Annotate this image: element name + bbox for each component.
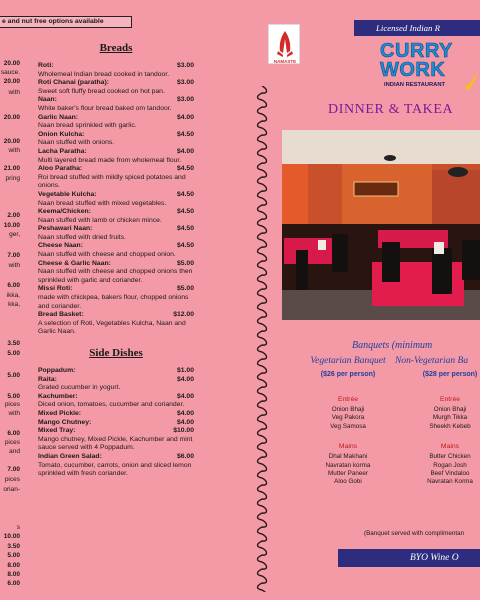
- left-strip-text: pices: [4, 439, 20, 446]
- menu-item-price: $4.00: [176, 375, 194, 383]
- menu-item: [38, 453, 194, 479]
- banquet-dish: Dhal Makhani: [328, 453, 368, 461]
- breads-list: [38, 62, 194, 337]
- menu-item-description: Sweet soft fluffy bread cooked on hot pan.: [38, 87, 165, 95]
- left-strip-text: with: [8, 410, 20, 417]
- menu-item: [38, 285, 194, 311]
- praying-hands-icon: [269, 25, 301, 65]
- menu-column: [38, 42, 194, 597]
- menu-item: [38, 165, 194, 191]
- nonveg-entree-list: [391, 406, 480, 431]
- menu-item: [38, 114, 194, 131]
- banquet-dish: Aloo Gobi: [334, 478, 362, 486]
- nonveg-banquet-column: [391, 356, 480, 487]
- left-strip-text: ger,: [9, 231, 20, 238]
- menu-item-name: Roti Chanai (paratha):: [38, 79, 109, 87]
- banquet-dish: Veg Pakora: [331, 414, 365, 422]
- menu-item-header: [38, 96, 194, 105]
- menu-item-description: White baker's flour bread baked om tandoor.: [38, 104, 172, 112]
- menu-item-description: Tomato, cucumber, carrots, onion and sliced lemon sprinkled with fresh coriander.: [38, 461, 192, 478]
- menu-item: [38, 367, 194, 376]
- vegetarian-banquet-name: Vegetarian Banquet: [310, 356, 386, 366]
- menu-item-description: Mango chutney, Mixed Pickle, Kachumber and mint sauce served with 4 Poppadum.: [38, 435, 193, 452]
- banquet-dish: Butter Chicken: [429, 453, 471, 461]
- nonveg-banquet-name: Non-Vegetarian Ba: [395, 356, 469, 366]
- logo-text: NAMASTE: [273, 59, 297, 64]
- left-strip-text: with: [8, 89, 20, 96]
- menu-item-header: [38, 260, 194, 269]
- menu-item-price: $12.00: [173, 311, 194, 319]
- menu-item: [38, 79, 194, 96]
- menu-item-header: [38, 191, 194, 200]
- banquet-dish: Beef Vindaloo: [430, 470, 470, 478]
- vegetarian-mains-label: Mains: [338, 443, 358, 451]
- left-strip-text: with: [8, 147, 20, 154]
- menu-item: [38, 131, 194, 148]
- menu-item-name: Aloo Paratha:: [38, 165, 83, 173]
- menu-item-name: Lacha Paratha:: [38, 147, 87, 155]
- menu-item-description: A selection of Roti, Vegetables Kulcha, Naan and Garlic Naan.: [38, 319, 186, 336]
- menu-item-header: [38, 285, 194, 294]
- menu-item-name: Vegetable Kulcha:: [38, 190, 97, 198]
- banquet-dish: Rogan Josh: [433, 461, 467, 469]
- menu-item-description: Naan stuffed with dried fruits.: [38, 233, 126, 241]
- left-strip-text: orian-: [3, 486, 20, 493]
- menu-item: [38, 376, 194, 393]
- menu-item-name: Cheese Naan:: [38, 242, 83, 250]
- menu-item-name: Mixed Tray:: [38, 427, 76, 435]
- menu-item-name: Bread Basket:: [38, 311, 84, 319]
- menu-item-name: Garlic Naan:: [38, 113, 79, 121]
- menu-item-name: Onion Kulcha:: [38, 130, 85, 138]
- vegetarian-banquet-price: ($26 per person): [320, 371, 376, 378]
- left-strip-text: 20.00: [3, 60, 20, 67]
- menu-item: [38, 393, 194, 410]
- menu-item-name: Raita:: [38, 375, 57, 383]
- left-strip-text: s: [16, 524, 20, 531]
- restaurant-interior-photo: [282, 130, 480, 320]
- menu-item-description: Naan stuffed with cheese and chopped onion.: [38, 251, 176, 259]
- left-strip-text: 3.50: [7, 543, 20, 550]
- menu-item-header: [38, 148, 194, 157]
- brand-subtitle: INDIAN RESTAURANT: [384, 82, 446, 88]
- menu-item-name: Missi Roti:: [38, 285, 73, 293]
- menu-item: [38, 225, 194, 242]
- left-strip-text: 20.00: [3, 78, 20, 85]
- menu-item-price: $4.50: [176, 165, 194, 173]
- menu-item-name: Roti:: [38, 62, 54, 69]
- left-strip-text: 20.00: [3, 138, 20, 145]
- menu-item-price: $4.50: [176, 208, 194, 216]
- left-strip-text: with: [8, 262, 20, 269]
- menu-item-name: Naan:: [38, 96, 57, 104]
- breads-title: Breads: [99, 42, 133, 54]
- left-page-edge: [0, 0, 20, 600]
- menu-item: [38, 427, 194, 453]
- menu-item-description: Naan bread stuffed with mixed vegetables.: [38, 199, 167, 207]
- menu-item: [38, 208, 194, 225]
- brand-line-2: WORK: [380, 59, 446, 81]
- menu-item-header: [38, 62, 194, 71]
- menu-item-header: [38, 367, 194, 376]
- menu-item-description: Roi bread stuffed with mildly spiced potatoes and onions.: [38, 173, 186, 190]
- menu-item-header: [38, 225, 194, 234]
- menu-item: [38, 242, 194, 259]
- left-strip-text: 20.00: [3, 114, 20, 121]
- menu-item-description: Diced onion, tomatoes, cucumber and coriander.: [38, 401, 185, 409]
- menu-item-price: $6.00: [176, 452, 194, 460]
- menu-item-description: Multi layered bread made from wholemeal flour.: [38, 156, 182, 164]
- menu-item-price: $1.00: [176, 367, 194, 374]
- menu-item-header: [38, 311, 194, 320]
- dinner-takeaway-heading: DINNER & TAKEA: [328, 102, 454, 117]
- left-strip-text: kka,: [8, 301, 20, 308]
- menu-item-name: Indian Green Salad:: [38, 452, 102, 460]
- menu-item: [38, 96, 194, 113]
- left-strip-text: 5.00: [7, 372, 20, 379]
- menu-item-price: $4.50: [176, 225, 194, 233]
- banquets-heading: Banquets (minimum: [352, 340, 433, 351]
- menu-item-price: $10.00: [173, 427, 194, 435]
- menu-item-price: $4.00: [176, 392, 194, 400]
- menu-item-name: Mixed Pickle:: [38, 409, 82, 417]
- namaste-logo: [268, 24, 300, 64]
- banquet-dish: Murgh Tikka: [432, 414, 468, 422]
- left-strip-text: pices: [4, 401, 20, 408]
- menu-item-price: $4.50: [176, 130, 194, 138]
- vegetarian-entree-list: [289, 406, 407, 431]
- menu-item-price: $4.50: [176, 242, 194, 250]
- vegetarian-entree-label: Entrée: [337, 396, 359, 403]
- menu-item-header: [38, 393, 194, 402]
- menu-item-description: Naan stuffed with cheese and chopped onions then sprinkled with garlic and coriander.: [38, 268, 193, 284]
- menu-item: [38, 148, 194, 165]
- menu-item-price: $4.00: [176, 418, 194, 426]
- menu-item-header: [38, 376, 194, 385]
- side-dishes-list: [38, 367, 194, 479]
- menu-item-header: [38, 242, 194, 251]
- byo-wine-banner: BYO Wine O: [338, 549, 480, 567]
- menu-item-name: Mango Chutney:: [38, 418, 92, 426]
- menu-item-description: Wholemeal Indian bread cooked in tandoor.: [38, 70, 170, 78]
- menu-item-name: Keema/Chicken:: [38, 208, 91, 216]
- menu-item: [38, 410, 194, 419]
- left-strip-text: pices: [4, 476, 20, 483]
- left-strip-text: 5.00: [7, 350, 20, 357]
- left-strip-text: 8.00: [7, 562, 20, 569]
- menu-item-header: [38, 131, 194, 140]
- menu-item-description: Naan stuffed with onions.: [38, 139, 115, 147]
- left-strip-text: sauce.: [0, 69, 20, 76]
- left-strip-text: 10.00: [3, 222, 20, 229]
- menu-item-header: [38, 114, 194, 123]
- menu-item: [38, 62, 194, 79]
- menu-item-name: Cheese & Garlic Naan:: [38, 259, 111, 267]
- brand-line-1: CURRY: [380, 40, 453, 62]
- banquet-dish: Navratan korma: [325, 461, 371, 469]
- banquet-dish: Mutter Paneer: [328, 470, 368, 478]
- menu-item-header: [38, 427, 194, 436]
- left-strip-text: 5.00: [7, 552, 20, 559]
- menu-item-price: $4.00: [176, 409, 194, 417]
- banquet-dish: Onion Bhaji: [331, 406, 365, 413]
- ornament-scroll: [258, 86, 267, 592]
- menu-item-name: Kachumber:: [38, 392, 78, 400]
- banquet-dish: Sheekh Kebeb: [429, 422, 471, 430]
- menu-item-name: Peshawari Naan:: [38, 225, 93, 233]
- banquet-dish: Onion Bhaji: [433, 406, 467, 413]
- left-strip-text: 7.00: [7, 466, 20, 473]
- menu-item-header: [38, 208, 194, 217]
- left-strip-text: 2.00: [7, 212, 20, 219]
- banquet-dish: Veg Samosa: [330, 422, 366, 430]
- left-strip-text: pring: [5, 175, 20, 182]
- menu-item-price: $4.00: [176, 113, 194, 121]
- nonveg-entree-label: Entrée: [439, 396, 461, 403]
- menu-item-header: [38, 453, 194, 462]
- restaurant-brand: [380, 42, 453, 80]
- nonveg-mains-list: [391, 453, 480, 487]
- left-strip-text: 10.00: [3, 533, 20, 540]
- menu-item-description: Grated cucumber in yogurt.: [38, 384, 121, 392]
- menu-item-name: Poppadum:: [38, 367, 76, 374]
- left-strip-text: ikka,: [6, 292, 20, 299]
- left-strip-text: 3.50: [7, 340, 20, 347]
- scroll-ornament-divider: [256, 86, 268, 592]
- menu-item-description: Naan stuffed with lamb or chicken mince.: [38, 216, 162, 224]
- menu-item-price: $4.00: [176, 147, 194, 155]
- side-dishes-title: Side Dishes: [89, 347, 143, 359]
- left-strip-text: and: [9, 448, 20, 455]
- menu-item: [38, 311, 194, 337]
- left-strip-text: 5.00: [7, 393, 20, 400]
- menu-item-header: [38, 79, 194, 88]
- brand-swoosh-icon: [462, 70, 480, 90]
- vegetarian-mains-list: [289, 453, 407, 487]
- left-strip-text: 6.00: [7, 282, 20, 289]
- menu-item-description: Naan bread sprinkled with garlic.: [38, 122, 137, 130]
- menu-item-price: $3.00: [176, 79, 194, 87]
- menu-item-price: $3.00: [176, 62, 194, 69]
- menu-item: [38, 191, 194, 208]
- menu-item-price: $5.00: [176, 259, 194, 267]
- allergy-banner: e and nut free options available: [0, 16, 132, 28]
- left-strip-text: 21.00: [3, 165, 20, 172]
- menu-item-price: $3.00: [176, 96, 194, 104]
- nonveg-banquet-price: ($28 per person): [422, 371, 478, 378]
- menu-item-header: [38, 410, 194, 419]
- menu-item-header: [38, 419, 194, 428]
- menu-item-price: $4.50: [176, 190, 194, 198]
- banquet-note: (Banquet served with complimentan: [364, 530, 465, 537]
- left-strip-text: 8.00: [7, 571, 20, 578]
- left-strip-text: 6.00: [7, 580, 20, 587]
- menu-item-header: [38, 165, 194, 174]
- left-strip-text: 6.00: [7, 430, 20, 437]
- nonveg-mains-label: Mains: [440, 443, 460, 451]
- menu-item: [38, 419, 194, 428]
- menu-item-price: $5.00: [176, 285, 194, 293]
- menu-item: [38, 260, 194, 286]
- left-strip-text: 7.00: [7, 252, 20, 259]
- licensed-banner: Licensed Indian R: [354, 20, 480, 36]
- menu-item-description: made with chickpea, bakers flour, chopped onions and coriander.: [38, 294, 189, 310]
- vegetarian-banquet-column: [289, 356, 407, 487]
- banquet-dish: Navratan Korma: [427, 478, 473, 486]
